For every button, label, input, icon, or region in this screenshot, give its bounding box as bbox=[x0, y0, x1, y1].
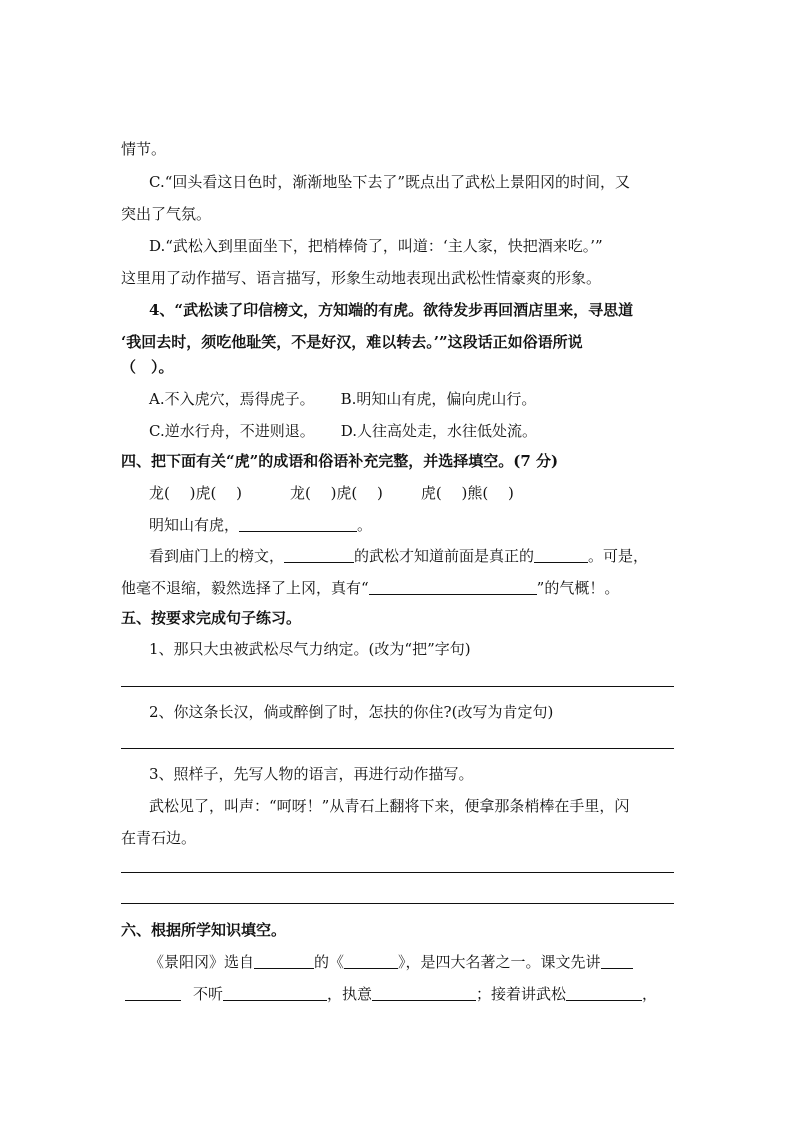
answer-blank[interactable] bbox=[254, 953, 314, 969]
fill-line: 《景阳冈》选自 的《 》，是四大名著之一。课文先讲 bbox=[149, 952, 677, 972]
option-b[interactable]: B.明知山有虎，偏向虎山行。 bbox=[340, 390, 537, 408]
idiom-blank-2[interactable]: 龙( )虎( ) bbox=[289, 484, 383, 502]
answer-blank[interactable] bbox=[372, 985, 476, 1001]
idiom-row bbox=[149, 483, 677, 503]
answer-line[interactable] bbox=[121, 748, 674, 749]
option-c[interactable]: C.逆水行舟，不进则退。 bbox=[149, 422, 315, 440]
fill-line: 不听 ，执意 ；接着讲武松 ， bbox=[121, 984, 681, 1004]
exercise-1: 1、那只大虫被武松尽气力纳定。(改为“把”字句) bbox=[149, 640, 471, 658]
answer-blank[interactable] bbox=[284, 547, 354, 563]
question-4-cont: ‘我回去时，须吃他耻笑，不是好汉，难以转去。’”这段话正如俗语所说 bbox=[121, 333, 583, 351]
fill-line: 看到庙门上的榜文， 的武松才知道前面是真正的 。可是， bbox=[149, 547, 649, 565]
exercise-3: 3、照样子，先写人物的语言，再进行动作描写。 bbox=[149, 765, 474, 783]
answer-parentheses[interactable]: （ ）。 bbox=[121, 358, 174, 376]
answer-blank[interactable] bbox=[125, 985, 181, 1001]
fill-line: 明知山有虎， 。 bbox=[149, 516, 373, 534]
example-text: 武松见了，叫声：“呵呀！”从青石上翻将下来，便拿那条梢棒在手里，闪 bbox=[149, 797, 630, 815]
idiom-blank-3[interactable]: 虎( )熊( ) bbox=[420, 484, 514, 502]
exercise-2: 2、你这条长汉，倘或醉倒了时，怎扶的你住?(改写为肯定句) bbox=[149, 703, 554, 721]
answer-line[interactable] bbox=[121, 686, 674, 687]
answer-blank[interactable] bbox=[534, 547, 588, 563]
fill-line: 他毫不退缩，毅然选择了上冈，真有“ ”的气概！。 bbox=[121, 579, 620, 597]
option-d-line: D.“武松入到里面坐下，把梢棒倚了，叫道：‘主人家，快把酒来吃。’” bbox=[149, 237, 603, 255]
answer-blank[interactable] bbox=[369, 579, 537, 595]
answer-blank[interactable] bbox=[223, 985, 327, 1001]
answer-blank[interactable] bbox=[566, 985, 642, 1001]
answer-blank[interactable] bbox=[601, 953, 633, 969]
text-line: 这里用了动作描写、语言描写，形象生动地表现出武松性情豪爽的形象。 bbox=[121, 269, 602, 287]
answer-line[interactable] bbox=[121, 903, 674, 904]
example-text-cont: 在青石边。 bbox=[121, 829, 197, 847]
option-d[interactable]: D.人往高处走，水往低处流。 bbox=[340, 422, 537, 440]
answer-line[interactable] bbox=[121, 872, 674, 873]
section-5-title: 五、按要求完成句子练习。 bbox=[121, 609, 302, 627]
answer-blank[interactable] bbox=[239, 516, 357, 532]
section-6-title: 六、根据所学知识填空。 bbox=[121, 921, 287, 939]
text-line: 情节。 bbox=[121, 140, 167, 158]
question-4: 4、“武松读了印信榜文，方知端的有虎。欲待发步再回酒店里来，寻思道 bbox=[149, 301, 634, 319]
answer-blank[interactable] bbox=[344, 953, 398, 969]
option-row bbox=[149, 421, 677, 441]
idiom-blank-1[interactable]: 龙( )虎( ) bbox=[149, 484, 242, 502]
option-row bbox=[149, 389, 677, 409]
option-c-line: C.“回头看这日色时，渐渐地坠下去了”既点出了武松上景阳冈的时间，又 bbox=[149, 173, 631, 191]
option-a[interactable]: A.不入虎穴，焉得虎子。 bbox=[149, 390, 315, 408]
text-line: 突出了气氛。 bbox=[121, 205, 212, 223]
section-4-score: (7 分) bbox=[513, 452, 559, 470]
section-4-title: 四、把下面有关“虎”的成语和俗语补充完整，并选择填空。(7 分) bbox=[121, 452, 559, 470]
